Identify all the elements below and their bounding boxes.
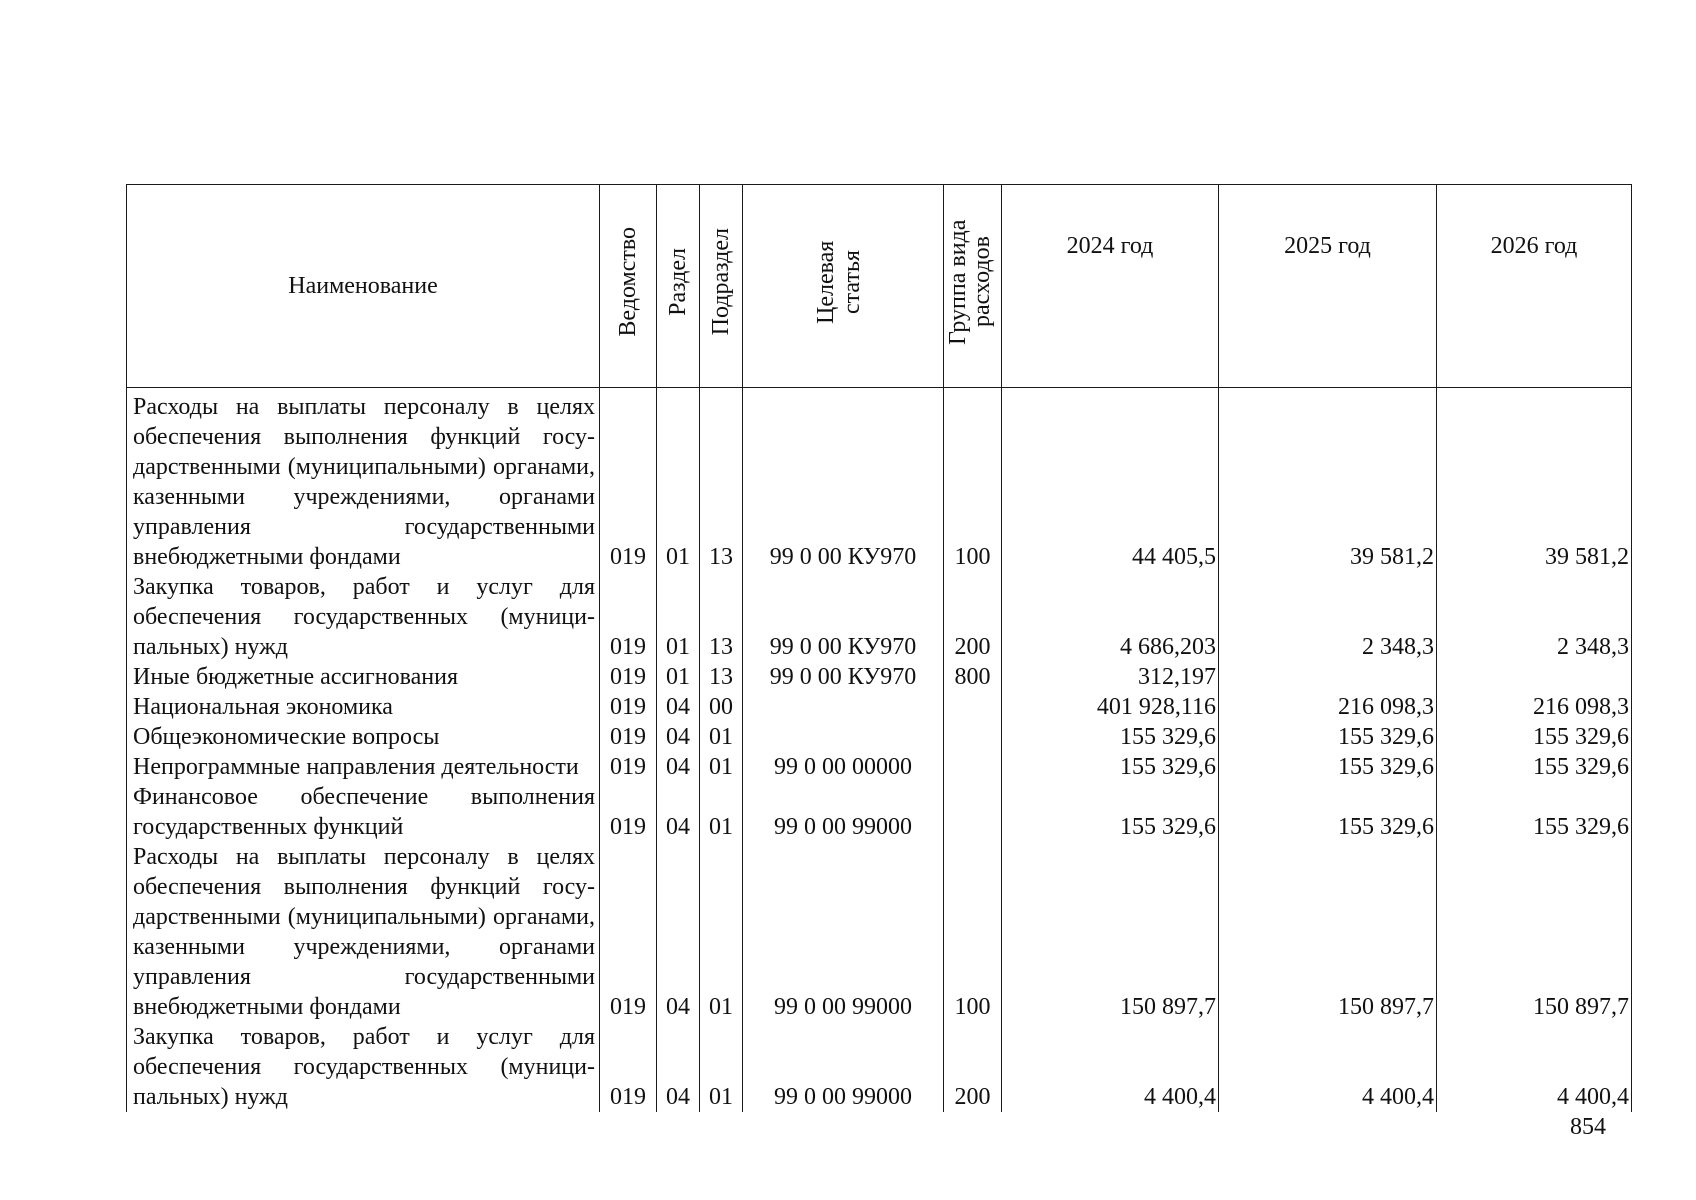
table-row	[127, 782, 1632, 842]
row-subsection: 01	[700, 1022, 743, 1112]
header-expense-group: Группа вида расходов	[944, 185, 1002, 388]
row-target-article: 99 0 00 КУ970	[743, 662, 944, 692]
row-subsection: 01	[700, 752, 743, 782]
row-department: 019	[600, 388, 657, 573]
row-target-article	[743, 692, 944, 722]
row-expense-group: 200	[944, 1022, 1002, 1112]
row-value-2025: 155 329,6	[1219, 782, 1437, 842]
row-target-article: 99 0 00 КУ970	[743, 388, 944, 573]
row-value-2026: 155 329,6	[1437, 752, 1632, 782]
header-year-2026: 2026 год	[1437, 185, 1632, 388]
row-target-article: 99 0 00 00000	[743, 752, 944, 782]
row-value-2024: 44 405,5	[1002, 388, 1219, 573]
row-value-2025: 155 329,6	[1219, 752, 1437, 782]
row-section: 04	[657, 692, 700, 722]
table-header-row	[127, 185, 1632, 388]
row-value-2025	[1219, 662, 1437, 692]
table-row	[127, 722, 1632, 752]
row-department: 019	[600, 782, 657, 842]
row-value-2026: 155 329,6	[1437, 782, 1632, 842]
row-value-2025: 39 581,2	[1219, 388, 1437, 573]
row-name: Финансовое обеспечение выполнения государственных функций	[127, 782, 600, 842]
row-expense-group	[944, 752, 1002, 782]
row-section: 04	[657, 782, 700, 842]
row-department: 019	[600, 752, 657, 782]
row-expense-group	[944, 692, 1002, 722]
row-target-article: 99 0 00 99000	[743, 1022, 944, 1112]
row-name: Общеэкономические вопросы	[127, 722, 600, 752]
page-number: 854	[1570, 1114, 1606, 1140]
row-value-2024: 4 686,203	[1002, 572, 1219, 662]
row-target-article	[743, 722, 944, 752]
row-department: 019	[600, 572, 657, 662]
table-row	[127, 692, 1632, 722]
row-value-2024: 155 329,6	[1002, 752, 1219, 782]
header-subsection: Подраздел	[700, 185, 743, 388]
header-name: Наименование	[127, 185, 600, 388]
row-value-2026: 150 897,7	[1437, 842, 1632, 1022]
row-name: Иные бюджетные ассигнования	[127, 662, 600, 692]
row-target-article: 99 0 00 99000	[743, 782, 944, 842]
row-subsection: 01	[700, 722, 743, 752]
row-value-2026: 155 329,6	[1437, 722, 1632, 752]
row-value-2024: 155 329,6	[1002, 722, 1219, 752]
header-year-2025: 2025 год	[1219, 185, 1437, 388]
row-name: Закупка товаров, работ и услуг для обеспечения государственных (муниципальных) нужд	[127, 1022, 600, 1112]
row-section: 01	[657, 572, 700, 662]
row-name: Расходы на выплаты персоналу в целях обеспечения выполнения функций государственными (муниципальными) органами, казенными учреждениями, органами управления государственными внебюджетными фондами	[127, 388, 600, 573]
row-value-2025: 155 329,6	[1219, 722, 1437, 752]
header-target-article: Целевая статья	[743, 185, 944, 388]
row-value-2026: 216 098,3	[1437, 692, 1632, 722]
table-row	[127, 1022, 1632, 1112]
row-value-2026	[1437, 662, 1632, 692]
row-value-2024: 155 329,6	[1002, 782, 1219, 842]
row-department: 019	[600, 662, 657, 692]
row-expense-group: 100	[944, 842, 1002, 1022]
row-value-2026: 39 581,2	[1437, 388, 1632, 573]
row-subsection: 00	[700, 692, 743, 722]
row-value-2024: 401 928,116	[1002, 692, 1219, 722]
row-subsection: 01	[700, 782, 743, 842]
row-subsection: 13	[700, 572, 743, 662]
row-section: 01	[657, 662, 700, 692]
row-expense-group	[944, 722, 1002, 752]
table-row	[127, 662, 1632, 692]
header-department: Ведомство	[600, 185, 657, 388]
budget-table	[126, 184, 1632, 1112]
row-section: 04	[657, 752, 700, 782]
row-subsection: 13	[700, 662, 743, 692]
row-subsection: 13	[700, 388, 743, 573]
row-department: 019	[600, 842, 657, 1022]
row-value-2025: 2 348,3	[1219, 572, 1437, 662]
row-value-2024: 312,197	[1002, 662, 1219, 692]
row-subsection: 01	[700, 842, 743, 1022]
row-value-2025: 216 098,3	[1219, 692, 1437, 722]
table-row	[127, 842, 1632, 1022]
row-value-2024: 4 400,4	[1002, 1022, 1219, 1112]
row-department: 019	[600, 722, 657, 752]
row-expense-group: 100	[944, 388, 1002, 573]
row-department: 019	[600, 1022, 657, 1112]
header-section: Раздел	[657, 185, 700, 388]
row-target-article: 99 0 00 99000	[743, 842, 944, 1022]
row-value-2025: 150 897,7	[1219, 842, 1437, 1022]
header-year-2024: 2024 год	[1002, 185, 1219, 388]
row-section: 04	[657, 722, 700, 752]
row-department: 019	[600, 692, 657, 722]
table-row	[127, 572, 1632, 662]
row-expense-group	[944, 782, 1002, 842]
row-name: Закупка товаров, работ и услуг для обеспечения государственных (муниципальных) нужд	[127, 572, 600, 662]
row-value-2024: 150 897,7	[1002, 842, 1219, 1022]
row-target-article: 99 0 00 КУ970	[743, 572, 944, 662]
row-value-2026: 4 400,4	[1437, 1022, 1632, 1112]
row-section: 04	[657, 1022, 700, 1112]
row-expense-group: 800	[944, 662, 1002, 692]
row-value-2026: 2 348,3	[1437, 572, 1632, 662]
row-section: 01	[657, 388, 700, 573]
row-name: Национальная экономика	[127, 692, 600, 722]
row-section: 04	[657, 842, 700, 1022]
row-name: Расходы на выплаты персоналу в целях обеспечения выполнения функций государственными (муниципальными) органами, казенными учреждениями, органами управления государственными внебюджетными фондами	[127, 842, 600, 1022]
table-body	[127, 388, 1632, 1113]
row-name: Непрограммные направления деятельности	[127, 752, 600, 782]
row-value-2025: 4 400,4	[1219, 1022, 1437, 1112]
table-row	[127, 388, 1632, 573]
table-row	[127, 752, 1632, 782]
row-expense-group: 200	[944, 572, 1002, 662]
